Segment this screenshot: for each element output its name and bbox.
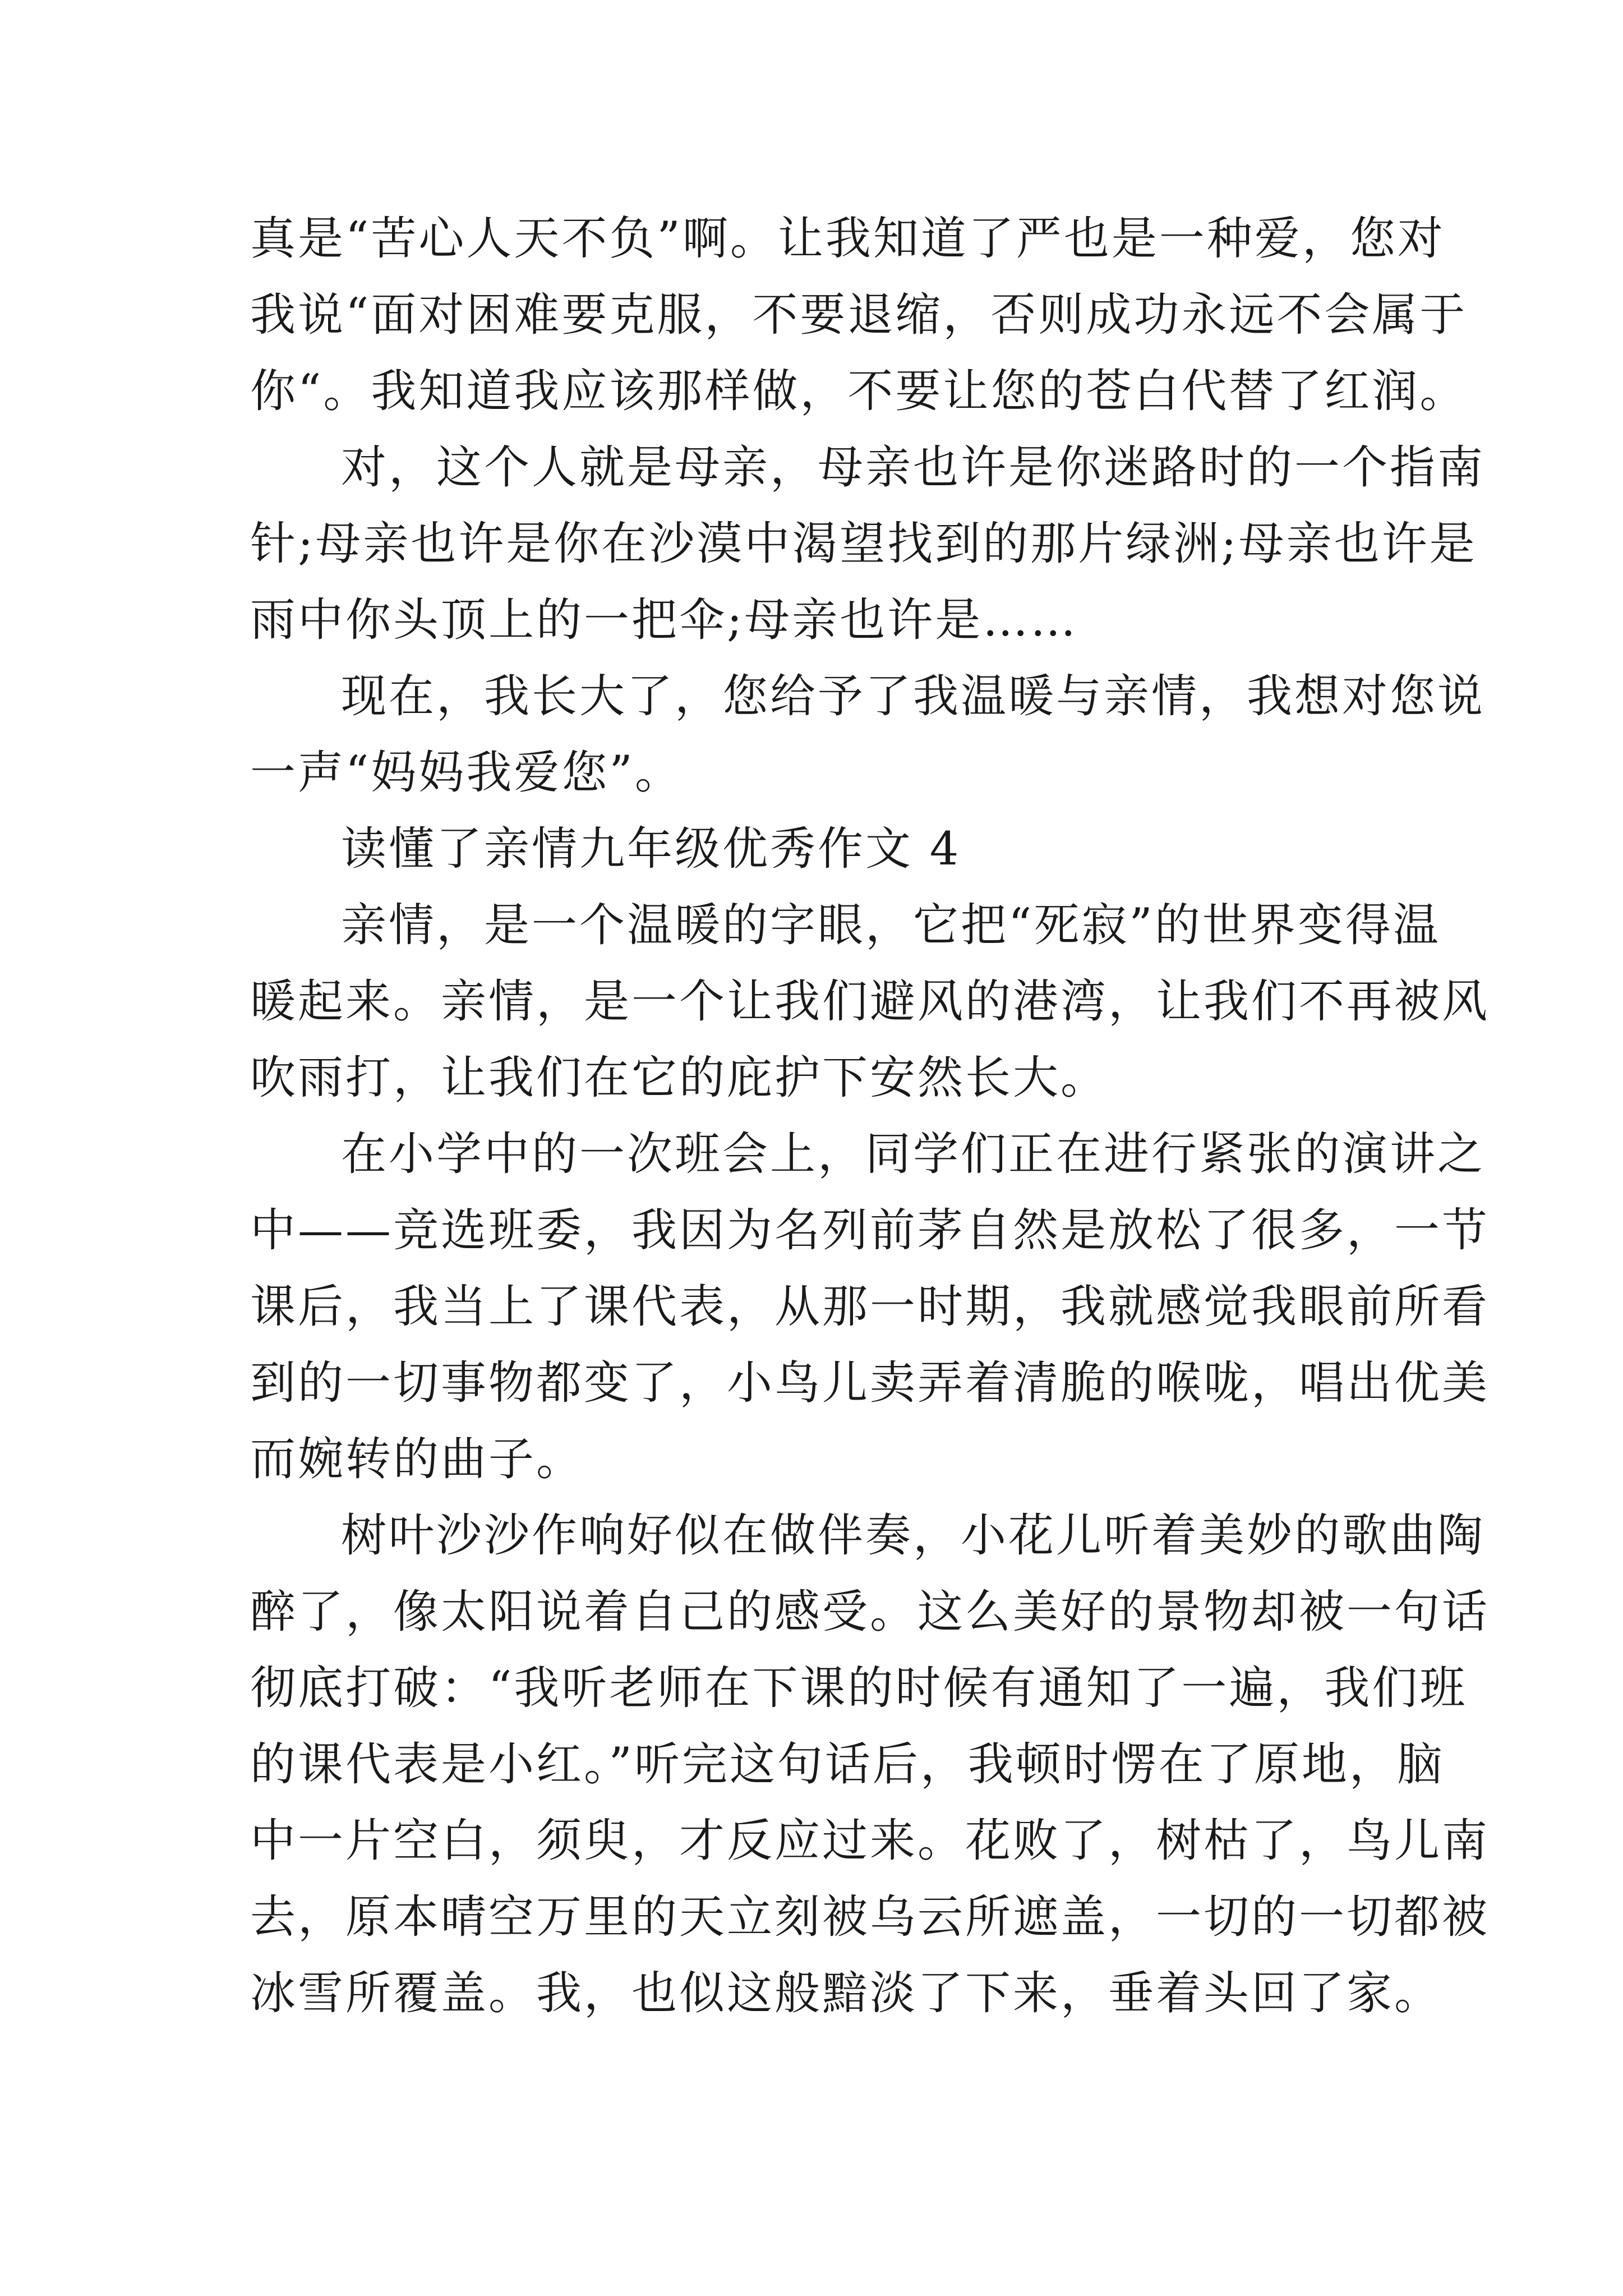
- text-line: 彻底打破：“我听老师在下课的时候有通知了一遍，我们班: [250, 1662, 1468, 1715]
- text-line: 我说“面对困难要克服，不要退缩，否则成功永远不会属于: [250, 289, 1468, 342]
- text-line: 去，原本晴空万里的天立刻被乌云所遮盖，一切的一切都被: [250, 1891, 1490, 1944]
- text-line: 冰雪所覆盖。我，也似这般黯淡了下来，垂着头回了家。: [250, 1967, 1442, 2020]
- text-line: 针;母亲也许是你在沙漠中渴望找到的那片绿洲;母亲也许是: [250, 518, 1477, 570]
- paragraph-start-line: 在小学中的一次班会上，同学们正在进行紧张的演讲之: [341, 1128, 1486, 1181]
- text-line: 真是“苦心人天不负”啊。让我知道了严也是一种爱，您对: [250, 213, 1445, 265]
- text-line: 一声“妈妈我爱您”。: [250, 747, 683, 799]
- paragraph-start-line: 对，这个人就是母亲，母亲也许是你迷路时的一个指南: [341, 441, 1486, 494]
- text-line: 的课代表是小红。”听完这句话后，我顿时愣在了原地，脑: [250, 1738, 1445, 1791]
- essay-body: [250, 201, 1490, 2032]
- paragraph-start-line: 亲情，是一个温暖的字眼，它把“死寂”的世界变得温: [341, 899, 1441, 952]
- text-line: 吹雨打，让我们在它的庇护下安然长大。: [250, 1052, 1109, 1105]
- text-line: 醉了，像太阳说着自己的感受。这么美好的景物却被一句话: [250, 1586, 1490, 1639]
- paragraph-start-line: 树叶沙沙作响好似在做伴奏，小花儿听着美妙的歌曲陶: [341, 1510, 1486, 1562]
- text-line: 雨中你头顶上的一把伞;母亲也许是……: [250, 594, 1078, 647]
- text-line: 而婉转的曲子。: [250, 1433, 584, 1486]
- text-line: 中一片空白，须臾，才反应过来。花败了，树枯了，鸟儿南: [250, 1815, 1490, 1867]
- text-line: 中——竞选班委，我因为名列前茅自然是放松了很多，一节: [250, 1204, 1490, 1257]
- text-line: 课后，我当上了课代表，从那一时期，我就感觉我眼前所看: [250, 1281, 1490, 1333]
- text-line: 暖起来。亲情，是一个让我们避风的港湾，让我们不再被风: [250, 976, 1490, 1028]
- text-line: 你“。我知道我应该那样做，不要让您的苍白代替了红润。: [250, 365, 1468, 418]
- paragraph-start-line: 现在，我长大了，您给予了我温暖与亲情，我想对您说: [341, 670, 1486, 723]
- text-line: 到的一切事物都变了，小鸟儿卖弄着清脆的喉咙，唱出优美: [250, 1357, 1490, 1410]
- section-heading: 读懂了亲情九年级优秀作文 4: [341, 823, 961, 876]
